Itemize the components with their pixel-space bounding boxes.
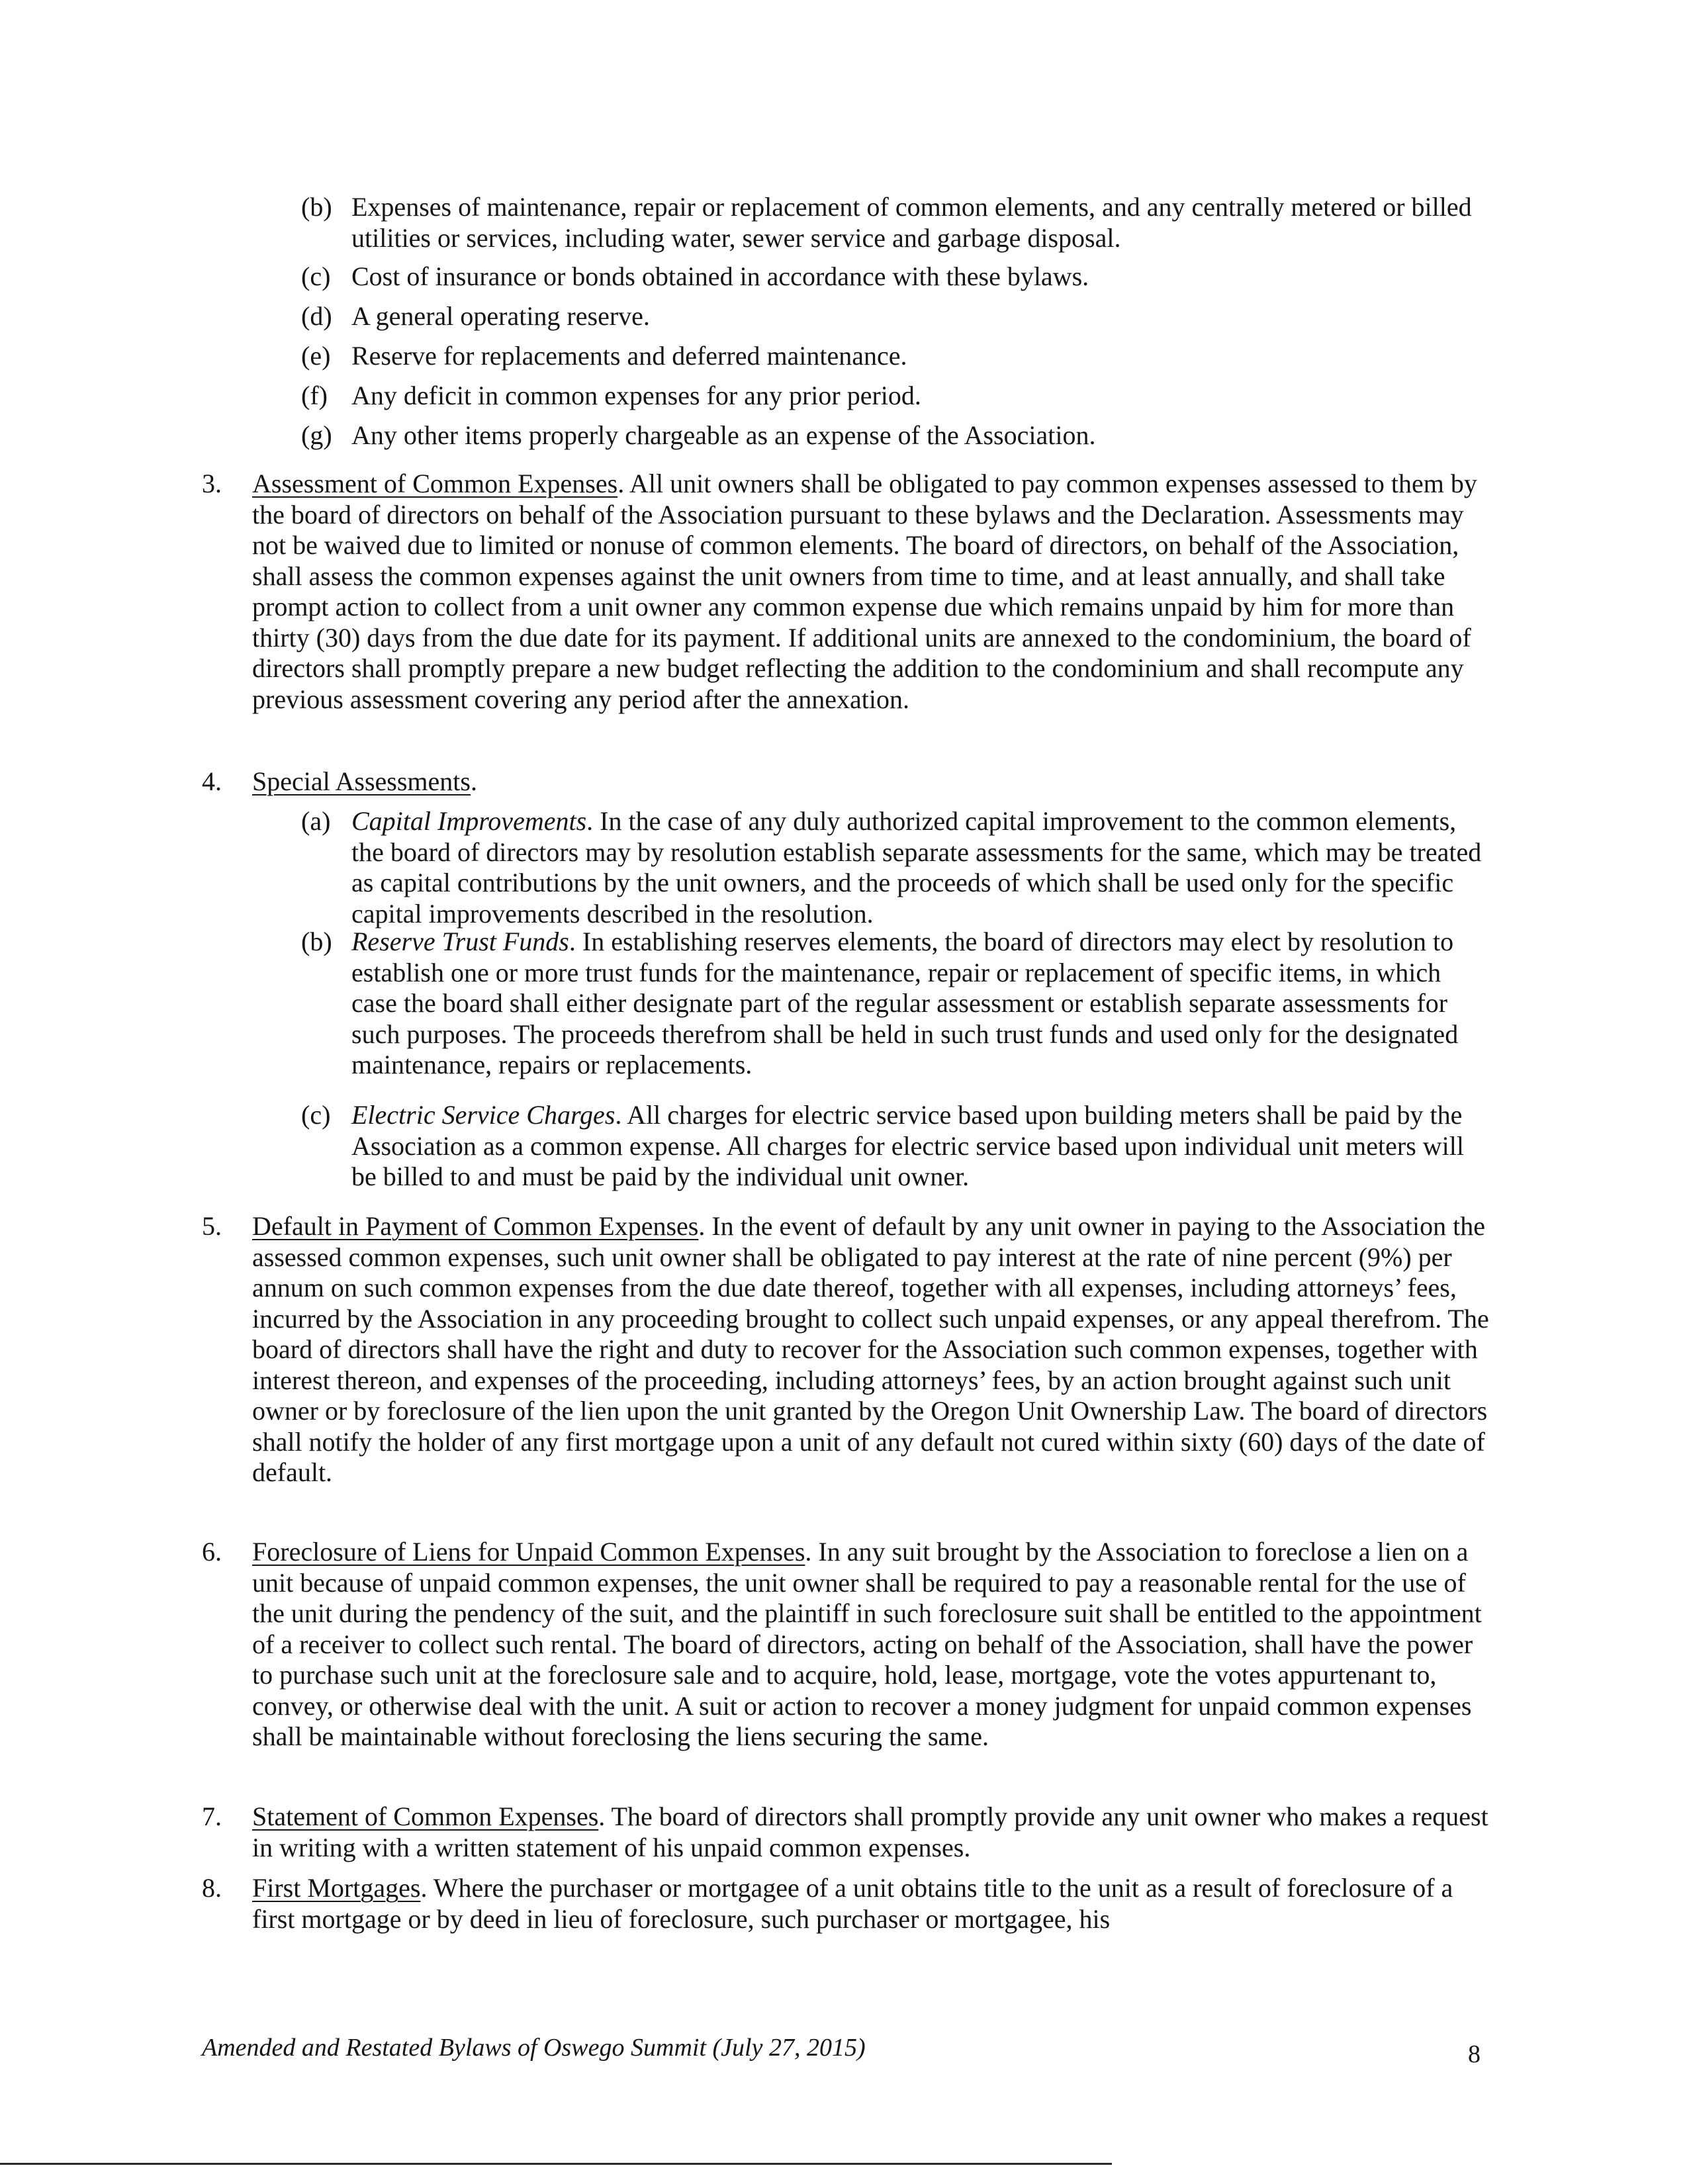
item-label: (b): [301, 927, 332, 956]
item-label: (c): [301, 1100, 331, 1130]
item-label: (g): [301, 420, 332, 450]
item-body: [351, 806, 1492, 929]
item-text: . In establishing reserves elements, the board of directors may elect by resolution to establish one or more trust funds for the maintenance, repair or replacement of specific items, in which case the board shall either designate part of the regular assessment or establish separate assessments for such purposes. The proceeds therefrom shall be held in such trust funds and used only for the designated maintenance, repairs or replacements.: [351, 927, 1459, 1079]
item-text: Any other items properly chargeable as an expense of the Association.: [351, 420, 1096, 450]
section-heading: First Mortgages: [252, 1873, 421, 1903]
section-body: [252, 1873, 1496, 1934]
special-assessment-a: [301, 806, 1492, 929]
section-heading: Statement of Common Expenses: [252, 1801, 599, 1831]
section-number: 8.: [202, 1873, 222, 1903]
section-5: [202, 1211, 1496, 1488]
section-text: . Where the purchaser or mortgagee of a unit obtains title to the unit as a result of foreclosure of a first mortgage or by deed in lieu of foreclosure, such purchaser or mortgagee, his: [252, 1873, 1453, 1934]
special-assessment-c: [301, 1100, 1492, 1193]
item-label: (a): [301, 806, 331, 836]
section-heading: Foreclosure of Liens for Unpaid Common Expenses: [252, 1537, 805, 1567]
item-label: (e): [301, 341, 331, 371]
section-number: 4.: [202, 766, 222, 796]
list-item-b: [301, 192, 1492, 253]
section-number: 3.: [202, 469, 222, 498]
section-body: [252, 1537, 1496, 1752]
item-label: (b): [301, 192, 332, 222]
item-title: Electric Service Charges: [351, 1100, 616, 1130]
list-item-g: [301, 420, 1492, 451]
item-title: Reserve Trust Funds: [351, 927, 569, 956]
item-body: [351, 1100, 1492, 1193]
item-label: (f): [301, 381, 328, 410]
section-6: [202, 1537, 1496, 1752]
list-item-d: [301, 301, 1492, 332]
item-text: Reserve for replacements and deferred maintenance.: [351, 341, 907, 371]
list-item-c: [301, 261, 1492, 293]
section-heading: Assessment of Common Expenses: [252, 469, 618, 498]
item-title: Capital Improvements: [351, 806, 587, 836]
section-body: [252, 1211, 1496, 1488]
section-7: [202, 1801, 1496, 1863]
section-3: [202, 469, 1496, 715]
section-text: . All unit owners shall be obligated to pay common expenses assessed to them by the board of directors on behalf of the Association pursuant to these bylaws and the Declaration. Assessments may not be waived due to limited or nonuse of common elements. The board of directors, on behalf of the Association, shall assess the common expenses against the unit owners from time to time, and at least annually, and shall take prompt action to collect from a unit owner any common expense due which remains unpaid by him for more than thirty (30) days from the due date for its payment. If additional units are annexed to the condominium, the board of directors shall promptly prepare a new budget reflecting the addition to the condominium and shall recompute any previous assessment covering any period after the annexation.: [252, 469, 1477, 714]
section-number: 7.: [202, 1801, 222, 1831]
item-text: Cost of insurance or bonds obtained in accordance with these bylaws.: [351, 261, 1089, 291]
item-body: [351, 927, 1492, 1081]
section-heading: Special Assessments: [252, 766, 471, 796]
scan-edge-line: [0, 2163, 1112, 2165]
section-heading: Default in Payment of Common Expenses: [252, 1211, 699, 1241]
section-text: . In any suit brought by the Association to foreclose a lien on a unit because of unpaid common expenses, the unit owner shall be required to pay a reasonable rental for the use of the unit during the pendency of the suit, and the plaintiff in such foreclosure suit shall be entitled to the appointment of a receiver to collect such rental. The board of directors, acting on behalf of the Association, shall have the power to purchase such unit at the foreclosure sale and to acquire, hold, lease, mortgage, vote the votes appurtenant to, convey, or otherwise deal with the unit. A suit or action to recover a money judgment for unpaid common expenses shall be maintainable without foreclosing the liens securing the same.: [252, 1537, 1482, 1751]
section-body: [252, 469, 1496, 715]
item-text: Any deficit in common expenses for any prior period.: [351, 381, 921, 410]
page-number: 8: [1468, 2040, 1481, 2068]
footer-document-title: Amended and Restated Bylaws of Oswego Summit (July 27, 2015): [202, 2034, 866, 2062]
special-assessment-b: [301, 927, 1492, 1081]
section-heading-period: .: [470, 766, 477, 796]
item-label: (d): [301, 301, 332, 331]
section-number: 6.: [202, 1537, 222, 1567]
list-item-f: [301, 381, 1492, 412]
item-text: . All charges for electric service based upon building meters shall be paid by the Association as a common expense. All charges for electric service based upon individual unit meters will be billed to and must be paid by the individual unit owner.: [351, 1100, 1465, 1191]
section-body: [252, 766, 1496, 797]
section-4: [202, 766, 1496, 797]
item-text: Expenses of maintenance, repair or replacement of common elements, and any centrally metered or billed utilities or services, including water, sewer service and garbage disposal.: [351, 192, 1472, 253]
section-text: . In the event of default by any unit owner in paying to the Association the assessed common expenses, such unit owner shall be obligated to pay interest at the rate of nine percent (9%) per annum on such common expenses from the due date thereof, together with all expenses, including attorneys’ fees, incurred by the Association in any proceeding brought to collect such unpaid expenses, or any appeal therefrom. The board of directors shall have the right and duty to recover for the Association such common expenses, together with interest thereon, and expenses of the proceeding, including attorneys’ fees, by an action brought against such unit owner or by foreclosure of the lien upon the unit granted by the Oregon Unit Ownership Law. The board of directors shall notify the holder of any first mortgage upon a unit of any default not cured within sixty (60) days of the date of default.: [252, 1211, 1489, 1487]
item-label: (c): [301, 261, 331, 291]
section-8: [202, 1873, 1496, 1934]
item-text: A general operating reserve.: [351, 301, 650, 331]
list-item-e: [301, 341, 1492, 372]
section-text: . The board of directors shall promptly provide any unit owner who makes a request in writing with a written statement of his unpaid common expenses.: [252, 1801, 1488, 1862]
section-number: 5.: [202, 1211, 222, 1241]
section-body: [252, 1801, 1496, 1863]
item-text: . In the case of any duly authorized capital improvement to the common elements, the board of directors may by resolution establish separate assessments for the same, which may be treated as capital contributions by the unit owners, and the proceeds of which shall be used only for the specific capital improvements described in the resolution.: [351, 806, 1482, 929]
